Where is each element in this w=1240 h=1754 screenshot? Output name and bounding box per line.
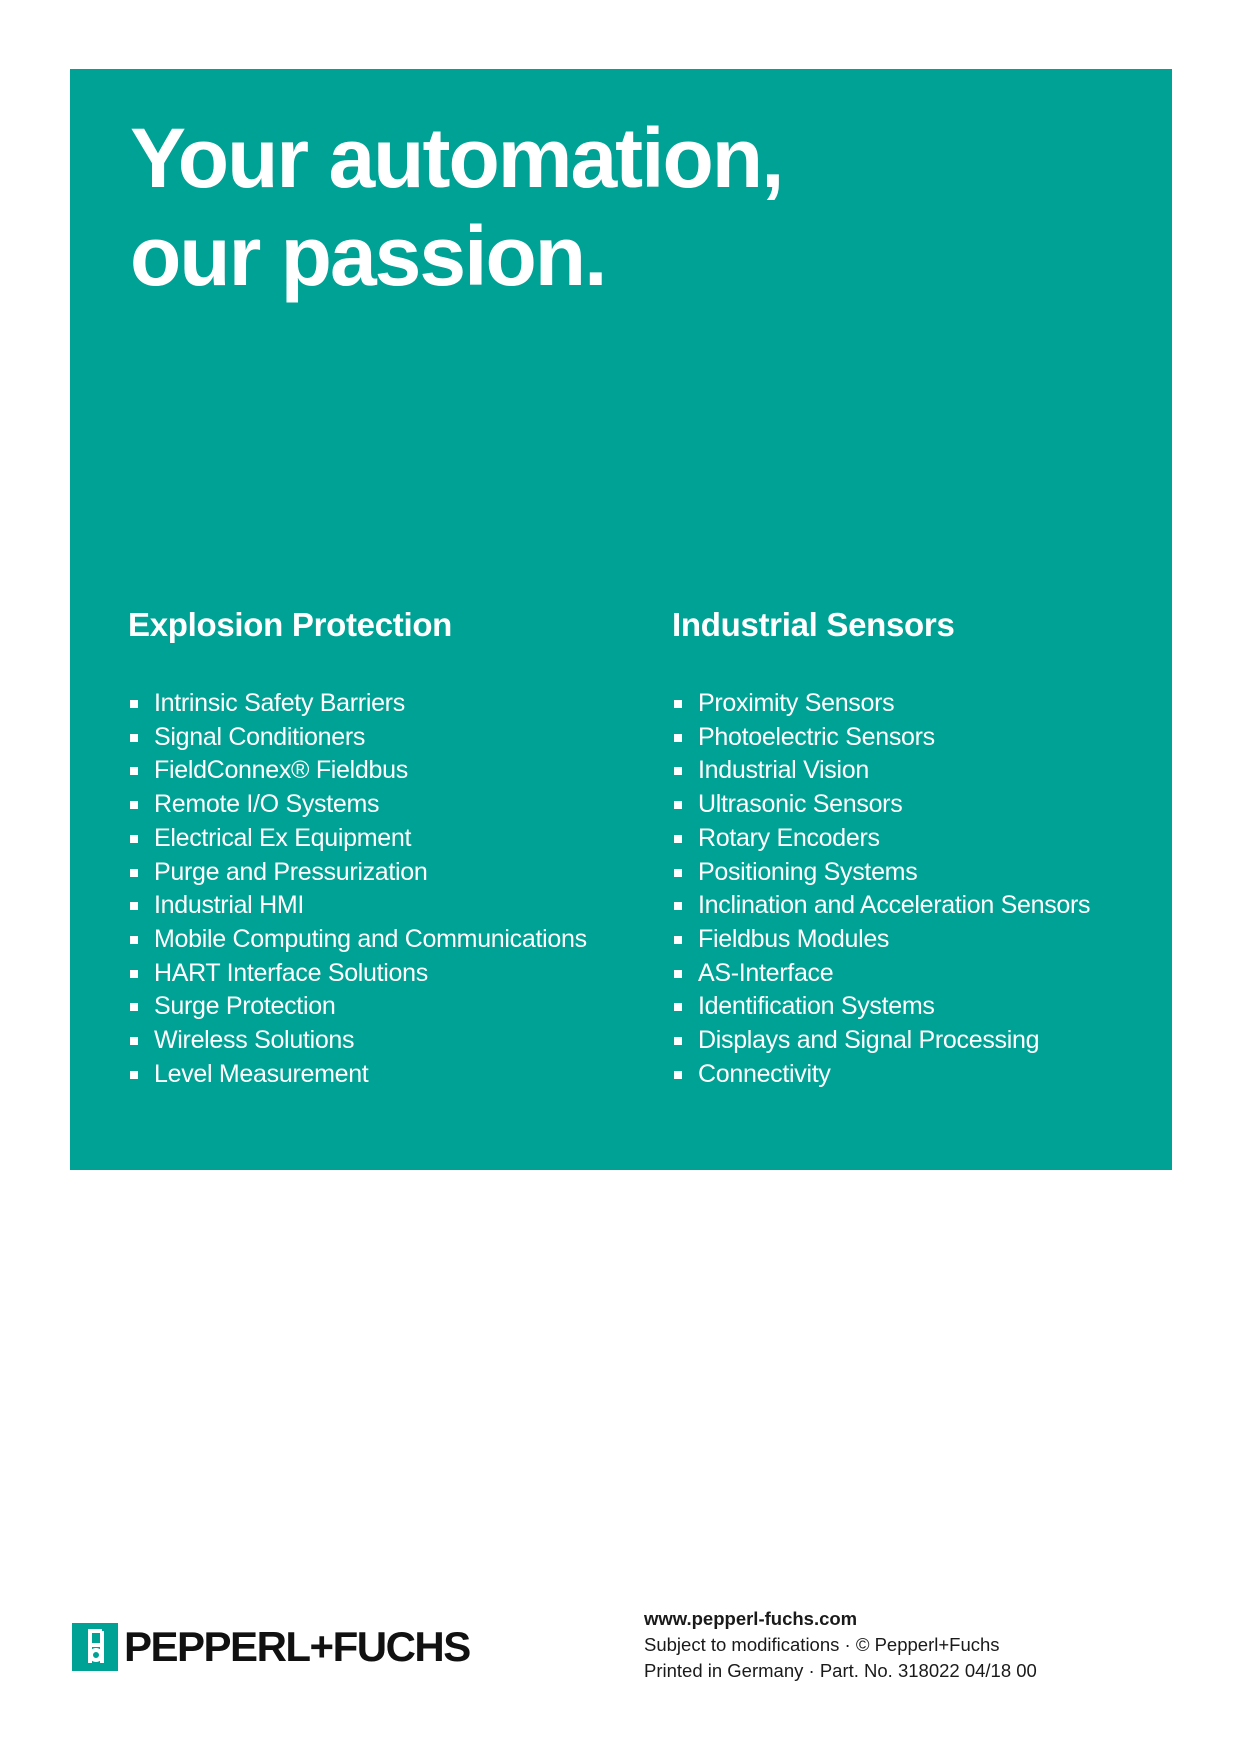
footer-print-info: Printed in Germany · Part. No. 318022 04/18 00: [644, 1660, 1037, 1681]
list-item: [672, 687, 1152, 721]
list-item: [128, 1058, 628, 1092]
list-item: [672, 957, 1152, 991]
industrial-sensors-column: [672, 605, 1152, 1091]
list-item: [672, 788, 1152, 822]
explosion-protection-list: [128, 687, 628, 1091]
headline-line-2: our passion.: [130, 209, 606, 303]
list-item: [672, 721, 1152, 755]
bullet-icon: [674, 700, 682, 708]
list-item: [672, 923, 1152, 957]
footer-legal: Subject to modifications · © Pepperl+Fuchs: [644, 1634, 1000, 1655]
explosion-protection-title: Explosion Protection: [128, 606, 453, 643]
hero-panel: [70, 69, 1172, 1170]
list-item-label: Identification Systems: [698, 992, 935, 1021]
brand-logo: [72, 1623, 470, 1671]
list-item-label: Level Measurement: [154, 1059, 369, 1088]
bullet-icon: [130, 1003, 138, 1011]
list-item-label: Proximity Sensors: [698, 689, 895, 717]
list-item: [672, 822, 1152, 856]
list-item-label: Industrial HMI: [154, 891, 305, 920]
list-item-label: Wireless Solutions: [154, 1026, 355, 1055]
list-item-label: Inclination and Acceleration Sensors: [698, 891, 1091, 920]
industrial-sensors-title: Industrial Sensors: [672, 606, 955, 643]
list-item: [128, 721, 628, 755]
list-item-label: Signal Conditioners: [154, 722, 366, 751]
list-item: [128, 889, 628, 923]
list-item: [672, 990, 1152, 1024]
bullet-icon: [674, 970, 682, 978]
list-item-label: Positioning Systems: [698, 857, 918, 886]
bullet-icon: [130, 700, 138, 708]
industrial-sensors-list: [672, 687, 1152, 1091]
list-item-label: Displays and Signal Processing: [698, 1026, 1040, 1055]
list-item: [128, 754, 628, 788]
list-item: [672, 856, 1152, 890]
list-item-label: FieldConnex® Fieldbus: [154, 756, 408, 785]
bullet-icon: [674, 869, 682, 877]
list-item: [672, 1024, 1152, 1058]
list-item-label: Remote I/O Systems: [154, 790, 380, 819]
list-item-label: Mobile Computing and Communications: [154, 924, 587, 953]
list-item: [128, 923, 628, 957]
list-item-label: Fieldbus Modules: [698, 924, 890, 953]
list-item: [672, 889, 1152, 923]
brand-wordmark: PEPPERL+FUCHS: [124, 1623, 470, 1670]
list-item: [128, 957, 628, 991]
bullet-icon: [130, 801, 138, 809]
list-item-label: Rotary Encoders: [698, 823, 880, 852]
list-item-label: HART Interface Solutions: [154, 958, 428, 987]
bullet-icon: [674, 902, 682, 910]
list-item-label: Photoelectric Sensors: [698, 722, 935, 751]
bullet-icon: [130, 1071, 138, 1079]
headline-line-1: Your automation,: [130, 111, 783, 205]
list-item: [672, 1058, 1152, 1092]
list-item-label: Connectivity: [698, 1059, 831, 1088]
bullet-icon: [674, 1071, 682, 1079]
bullet-icon: [130, 835, 138, 843]
list-item-label: AS-Interface: [698, 958, 834, 987]
bullet-icon: [674, 801, 682, 809]
list-item-label: Surge Protection: [154, 992, 336, 1021]
bullet-icon: [674, 1037, 682, 1045]
list-item-label: Intrinsic Safety Barriers: [154, 689, 405, 717]
bullet-icon: [130, 734, 138, 742]
bullet-icon: [130, 970, 138, 978]
pepperl-fuchs-logo-mark-icon: [72, 1623, 118, 1671]
bullet-icon: [130, 936, 138, 944]
website-link[interactable]: www.pepperl-fuchs.com: [644, 1608, 858, 1629]
list-item: [128, 788, 628, 822]
list-item-label: Electrical Ex Equipment: [154, 823, 412, 852]
list-item: [128, 856, 628, 890]
list-item: [128, 822, 628, 856]
list-item-label: Ultrasonic Sensors: [698, 790, 903, 819]
list-item: [128, 687, 628, 721]
list-item: [128, 1024, 628, 1058]
headline: [130, 109, 782, 305]
list-item: [128, 990, 628, 1024]
list-item-label: Industrial Vision: [698, 756, 869, 785]
bullet-icon: [130, 767, 138, 775]
bullet-icon: [674, 936, 682, 944]
bullet-icon: [130, 1037, 138, 1045]
explosion-protection-column: [128, 605, 628, 1091]
bullet-icon: [674, 835, 682, 843]
footer-info: [644, 1606, 1037, 1684]
list-item: [672, 754, 1152, 788]
bullet-icon: [674, 767, 682, 775]
bullet-icon: [674, 734, 682, 742]
list-item-label: Purge and Pressurization: [154, 857, 428, 886]
bullet-icon: [674, 1003, 682, 1011]
bullet-icon: [130, 869, 138, 877]
bullet-icon: [130, 902, 138, 910]
